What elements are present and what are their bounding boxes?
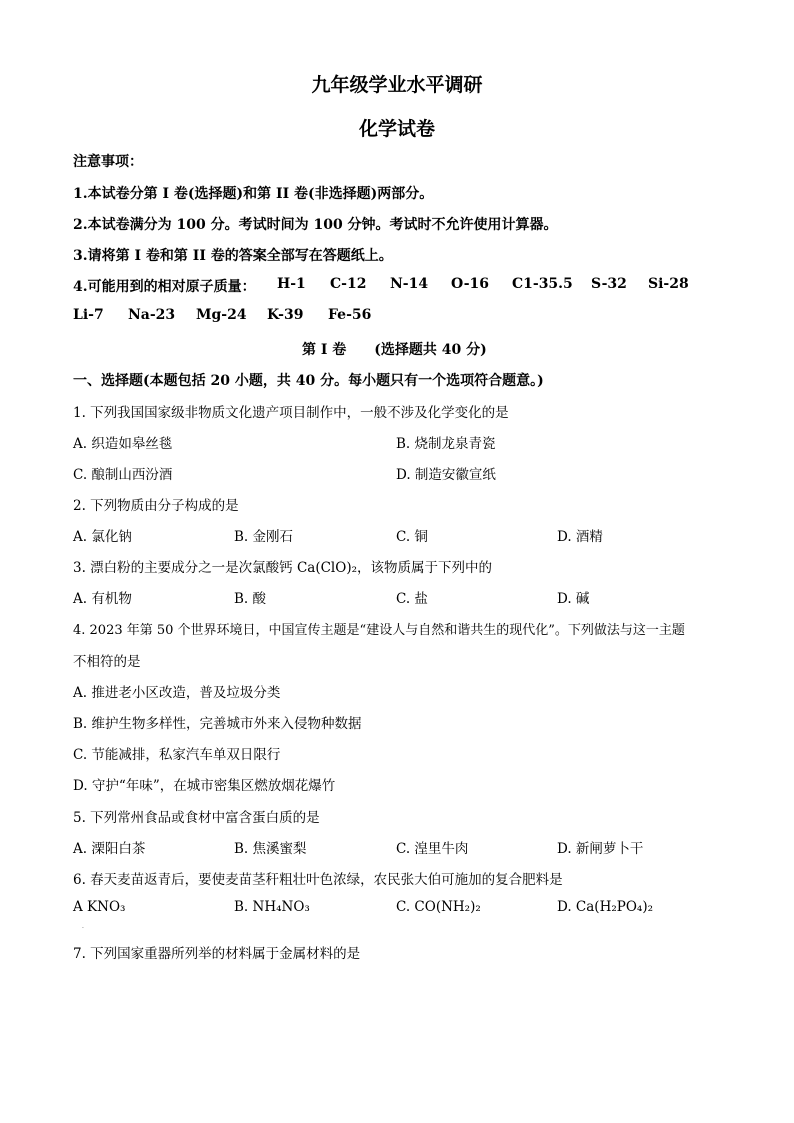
question-4-stem: 4. 2023 年第 50 个世界环境日，中国宣传主题是“建设人与自然和谐共生的现代化”。下列做法与这一主题	[73, 623, 685, 638]
question-1-option-d: D. 制造安徽宣纸	[396, 467, 496, 483]
mass-item: C1-35.5	[512, 276, 573, 292]
notice-heading: 注意事项：	[73, 154, 143, 170]
mass-item: O-16	[451, 276, 490, 292]
stray-dot: ·	[82, 925, 84, 932]
question-6-stem: 6. 春天麦苗返青后，要使麦苗茎秆粗壮叶色浓绿，农民张大伯可施加的复合肥料是	[73, 872, 563, 888]
question-1-option-a: A. 织造如皋丝毯	[73, 436, 173, 452]
mass-item: Si-28	[648, 276, 689, 292]
question-3-option-c: C. 盐	[396, 591, 428, 607]
question-4-option-c: C. 节能减排，私家汽车单双日限行	[73, 747, 281, 763]
mass-item: K-39	[267, 307, 304, 323]
question-2-option-b: B. 金刚石	[234, 529, 294, 545]
question-2-stem: 2. 下列物质由分子构成的是	[73, 498, 239, 514]
question-3-stem: 3. 漂白粉的主要成分之一是次氯酸钙 Ca(ClO)₂，该物质属于下列中的	[73, 560, 493, 576]
question-3-option-a: A. 有机物	[73, 591, 132, 607]
mass-item: C-12	[330, 276, 367, 292]
question-7-stem: 7. 下列国家重器所列举的材料属于金属材料的是	[73, 946, 361, 962]
question-5-stem: 5. 下列常州食品或食材中富含蛋白质的是	[73, 810, 320, 826]
notice-item-1: 1.本试卷分第 I 卷(选择题)和第 II 卷(非选择题)两部分。	[73, 186, 434, 202]
exam-title: 九年级学业水平调研	[311, 74, 483, 96]
question-2-option-a: A. 氯化钠	[73, 529, 132, 545]
question-5-option-b: B. 焦溪蜜梨	[234, 841, 307, 857]
question-4-stem-continued: 不相符的是	[73, 654, 141, 670]
exam-subtitle: 化学试卷	[358, 118, 435, 140]
question-5-option-a: A. 溧阳白茶	[73, 841, 146, 857]
question-5-option-c: C. 湟里牛肉	[396, 841, 469, 857]
part-title: 一、选择题(本题包括 20 小题，共 40 分。每小题只有一个选项符合题意。)	[73, 373, 544, 389]
question-6-option-d: D. Ca(H₂PO₄)₂	[557, 899, 653, 915]
atomic-masses	[73, 276, 713, 326]
notice-item-2: 2.本试卷满分为 100 分。考试时间为 100 分钟。考试时不允许使用计算器。	[73, 217, 558, 233]
question-2-option-d: D. 酒精	[557, 529, 603, 545]
masses-label: 4.可能用到的相对原子质量：	[73, 279, 256, 295]
question-1-option-c: C. 酿制山西汾酒	[73, 467, 173, 483]
mass-item: Fe-56	[328, 307, 372, 323]
question-6-option-a: A KNO₃	[73, 899, 126, 915]
question-1-stem: 1. 下列我国国家级非物质文化遗产项目制作中，一般不涉及化学变化的是	[73, 405, 509, 421]
mass-item: N-14	[390, 276, 429, 292]
question-1-option-b: B. 烧制龙泉青瓷	[396, 436, 496, 452]
mass-item: Mg-24	[196, 307, 247, 323]
question-4-option-b: B. 维护生物多样性，完善城市外来入侵物种数据	[73, 716, 362, 732]
mass-item: H-1	[277, 276, 306, 292]
mass-item: Na-23	[128, 307, 176, 323]
question-3-option-b: B. 酸	[234, 591, 267, 607]
mass-item: S-32	[591, 276, 627, 292]
question-4-option-a: A. 推进老小区改造，普及垃圾分类	[73, 685, 281, 701]
question-2-option-c: C. 铜	[396, 529, 428, 545]
question-3-option-d: D. 碱	[557, 591, 590, 607]
question-6-option-c: C. CO(NH₂)₂	[396, 899, 481, 915]
volume-title: 第 I 卷 (选择题共 40 分)	[302, 342, 487, 358]
notice-item-3: 3.请将第 I 卷和第 II 卷的答案全部写在答题纸上。	[73, 248, 393, 264]
question-6-option-b: B. NH₄NO₃	[234, 899, 310, 915]
mass-item: Li-7	[73, 307, 104, 323]
question-5-option-d: D. 新闸萝卜干	[557, 841, 644, 857]
question-4-option-d: D. 守护“年味”，在城市密集区燃放烟花爆竹	[73, 778, 336, 794]
